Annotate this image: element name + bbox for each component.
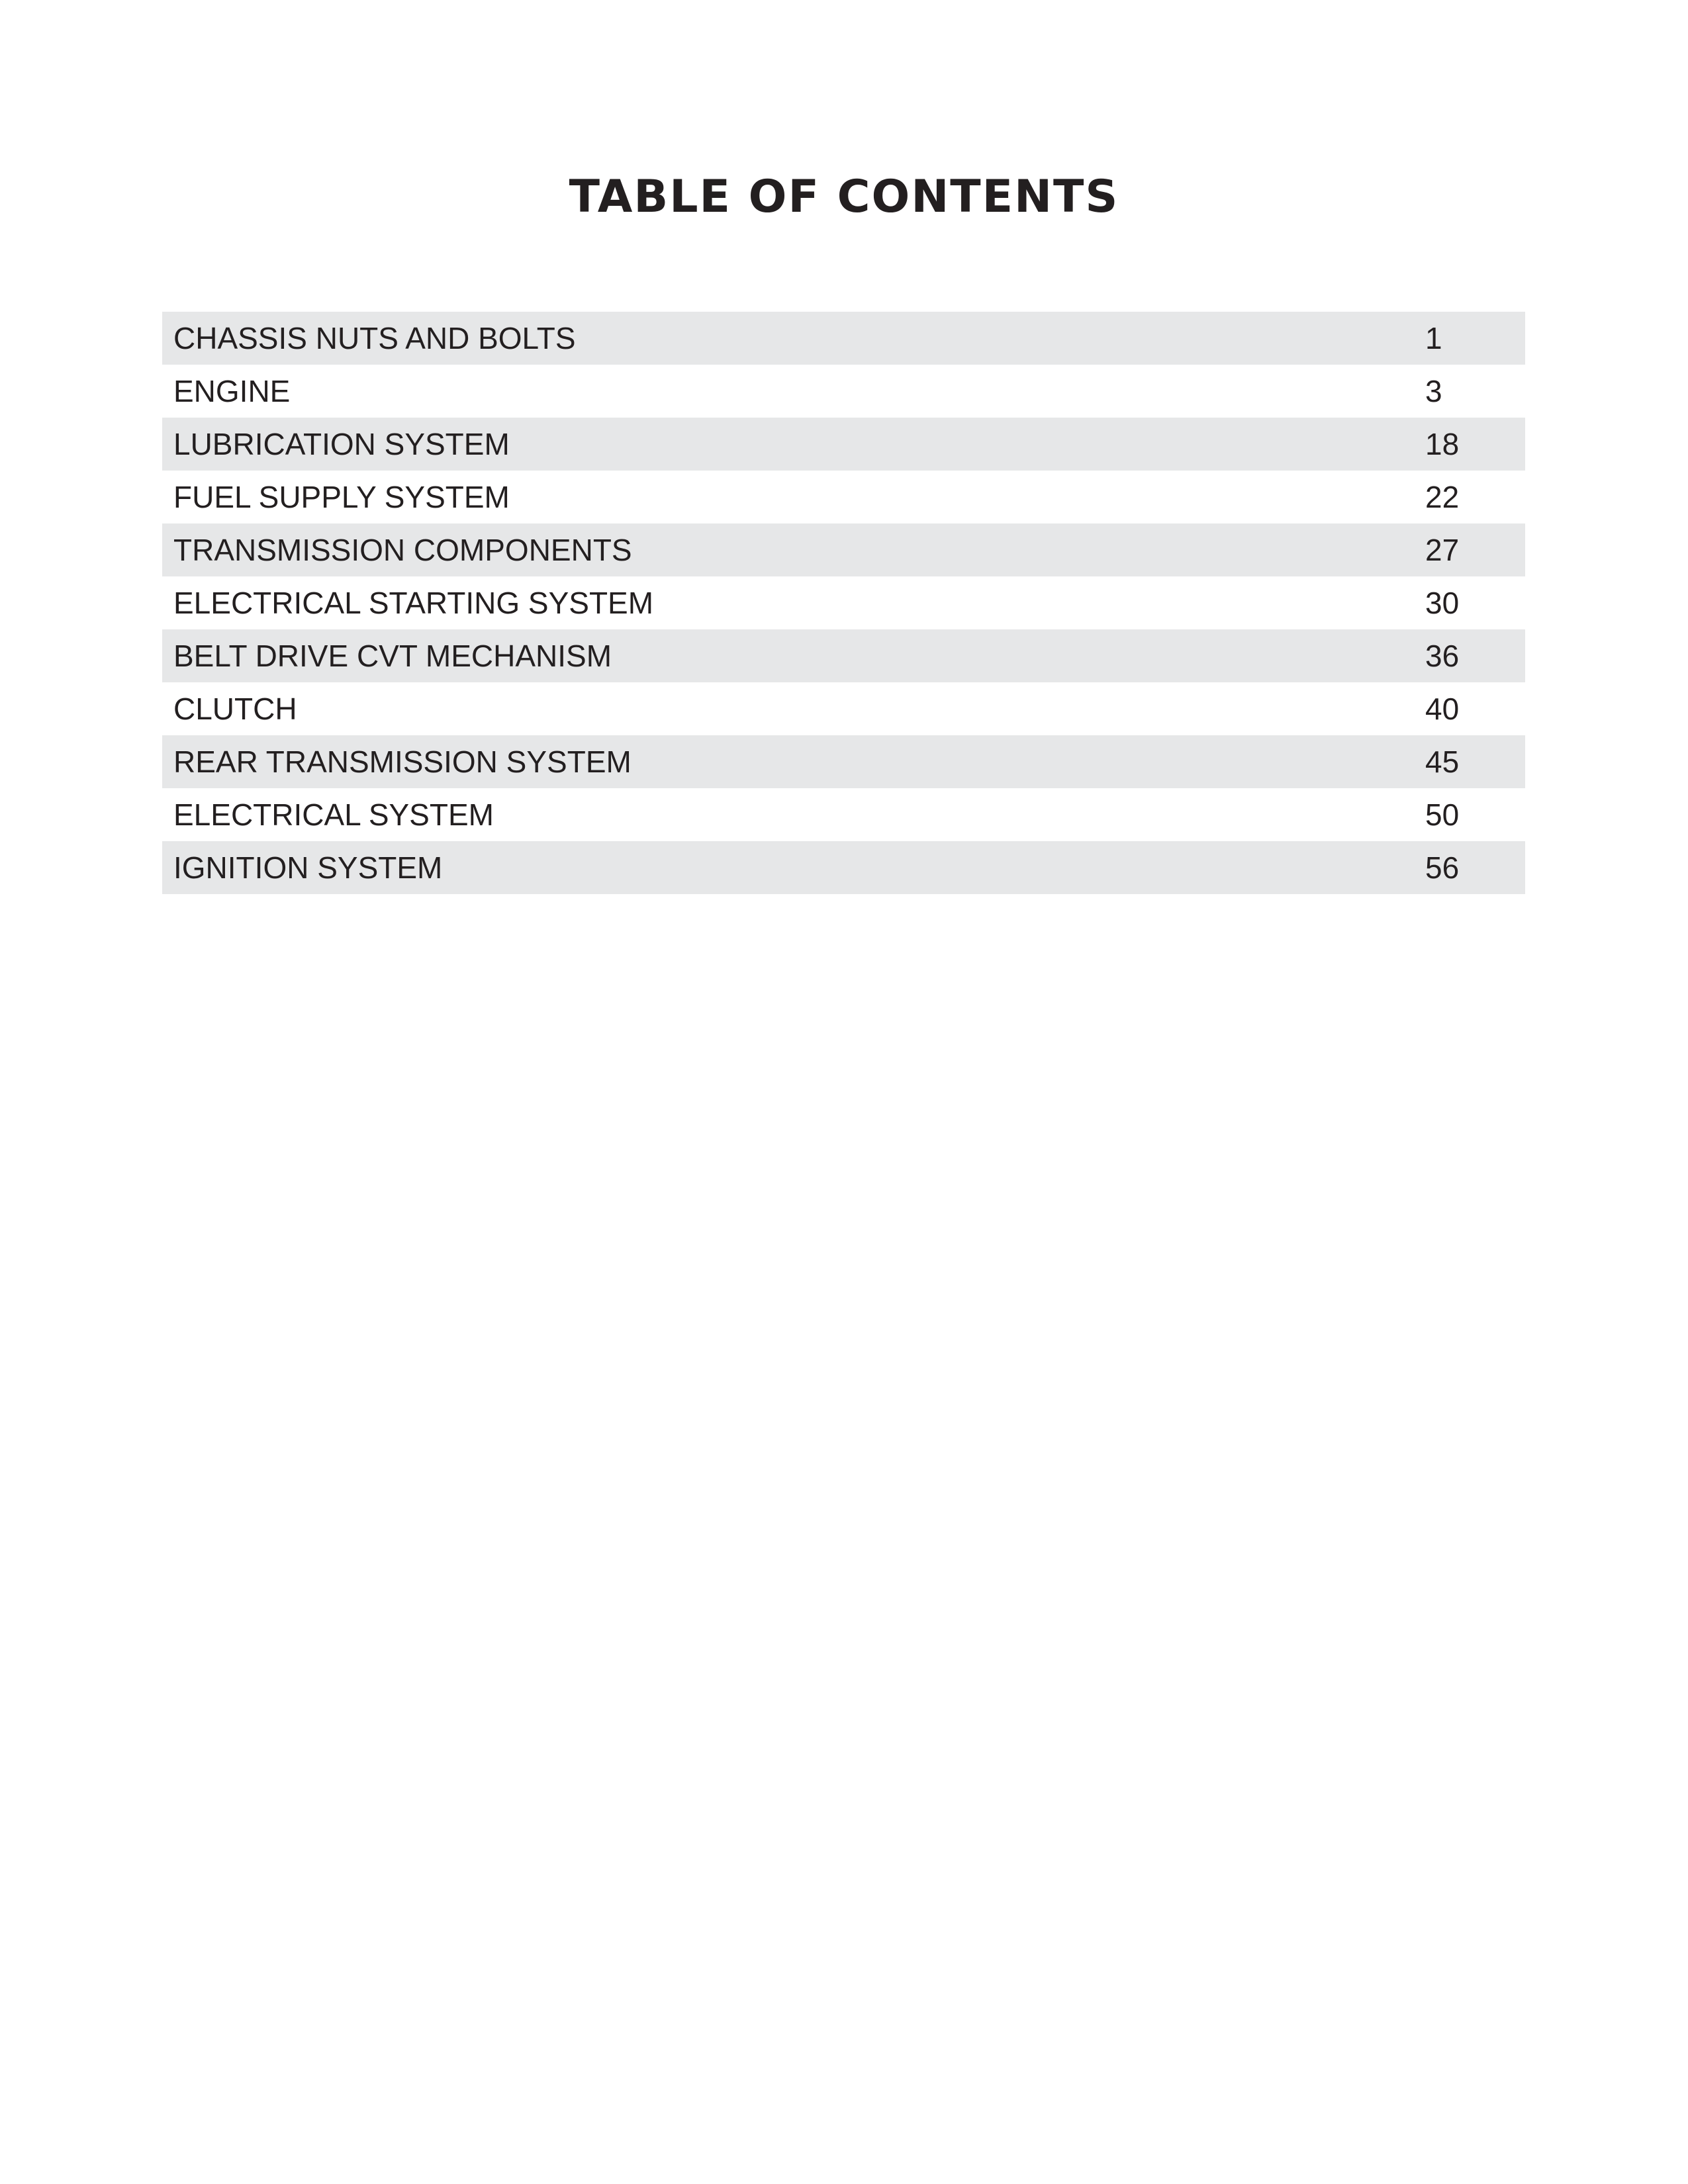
toc-entry-title: CHASSIS NUTS AND BOLTS <box>173 321 576 355</box>
toc-entry-title: ELECTRICAL SYSTEM <box>173 797 494 832</box>
toc-entry-title: ELECTRICAL STARTING SYSTEM <box>173 586 654 620</box>
toc-row[interactable] <box>162 365 1525 418</box>
toc-row[interactable] <box>162 841 1525 894</box>
toc-entry-page: 1 <box>1425 321 1442 355</box>
toc-entry-page: 56 <box>1425 850 1460 885</box>
toc-entry-page: 40 <box>1425 692 1460 726</box>
page-title: TABLE OF CONTENTS <box>569 171 1119 223</box>
toc-entry-title: IGNITION SYSTEM <box>173 850 443 885</box>
toc-entry-page: 50 <box>1425 797 1460 832</box>
toc-entry-title: REAR TRANSMISSION SYSTEM <box>173 745 632 779</box>
toc-row[interactable] <box>162 735 1525 788</box>
toc-entry-page: 3 <box>1425 374 1442 408</box>
toc-row[interactable] <box>162 629 1525 682</box>
toc-entry-title: ENGINE <box>173 374 291 408</box>
toc-entry-title: LUBRICATION SYSTEM <box>173 427 510 461</box>
toc-row[interactable] <box>162 682 1525 735</box>
toc-row[interactable] <box>162 471 1525 523</box>
toc-entry-title: CLUTCH <box>173 692 297 726</box>
toc-entry-title: TRANSMISSION COMPONENTS <box>173 533 632 567</box>
toc-entry-page: 27 <box>1425 533 1460 567</box>
toc-entry-page: 22 <box>1425 480 1460 514</box>
toc-entry-page: 36 <box>1425 639 1460 673</box>
toc-row[interactable] <box>162 312 1525 365</box>
toc-entry-title: BELT DRIVE CVT MECHANISM <box>173 639 612 673</box>
toc-entry-title: FUEL SUPPLY SYSTEM <box>173 480 510 514</box>
toc-row[interactable] <box>162 788 1525 841</box>
toc-row[interactable] <box>162 418 1525 471</box>
table-of-contents <box>162 312 1525 894</box>
toc-row[interactable] <box>162 576 1525 629</box>
toc-entry-page: 30 <box>1425 586 1460 620</box>
toc-entry-page: 18 <box>1425 427 1460 461</box>
toc-row[interactable] <box>162 523 1525 576</box>
toc-entry-page: 45 <box>1425 745 1460 779</box>
